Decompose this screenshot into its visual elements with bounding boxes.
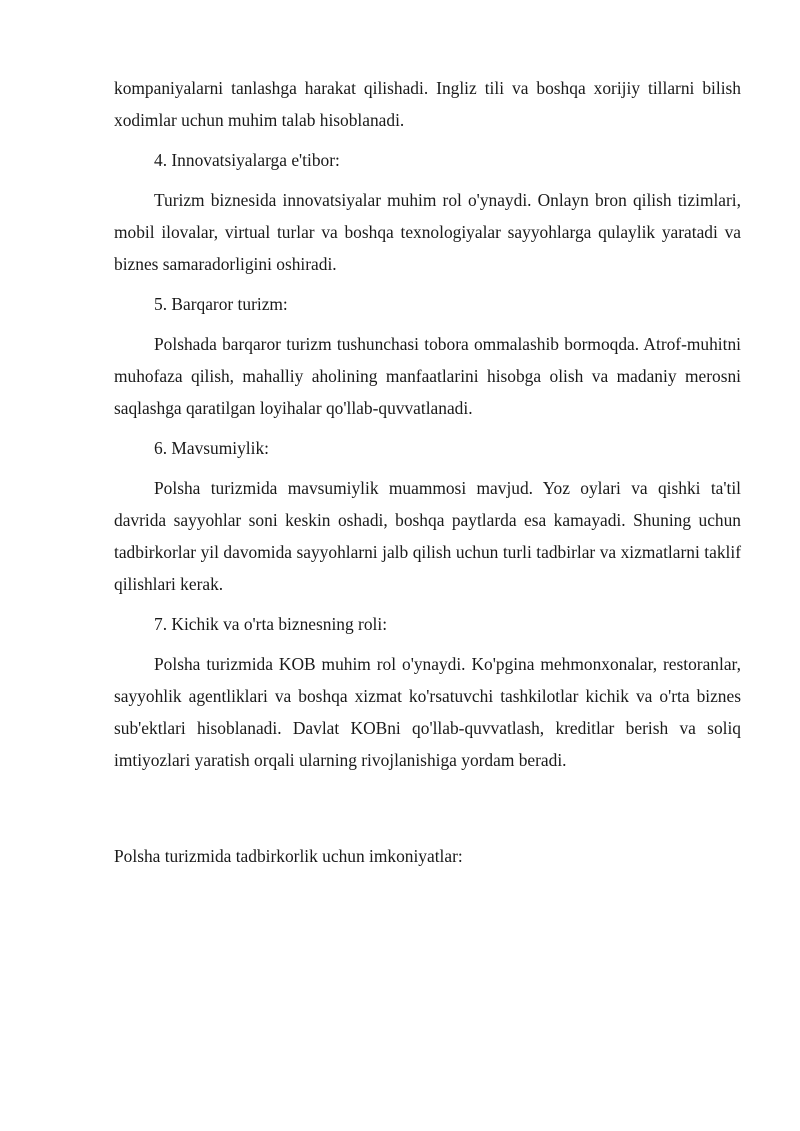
heading-innovations: 4. Innovatsiyalarga e'tibor: <box>154 150 340 170</box>
heading-sustainable-tourism: 5. Barqaror turizm: <box>154 294 288 314</box>
section-spacer <box>114 784 741 840</box>
paragraph-sustainable-tourism: Polshada barqaror turizm tushunchasi tobora ommalashib bormoqda. Atrof-muhitni muhofaza qilish, mahalliy aholining manfaatlarini hisobga olish va madaniy merosni saqlashga qaratilgan loyihalar qo'llab-quvvatlanadi. <box>114 334 741 418</box>
paragraph-seasonality: Polsha turizmida mavsumiylik muammosi mavjud. Yoz oylari va qishki ta'til davrida sayyohlar soni keskin oshadi, boshqa paytlarda esa kamayadi. Shuning uchun tadbirkorlar yil davomida sayyohlarni jalb qilish uchun turli tadbirlar va xizmatlarni taklif qilishlari kerak. <box>114 478 741 594</box>
paragraph-sme-role: Polsha turizmida KOB muhim rol o'ynaydi. Ko'pgina mehmonxonalar, restoranlar, sayyohlik agentliklari va boshqa xizmat ko'rsatuvchi tashkilotlar kichik va o'rta biznes sub'ektlari hisoblanadi. Davlat KOBni qo'llab-quvvatlash, kreditlar berish va soliq imtiyozlari yaratish orqali ularning rivojlanishiga yordam beradi. <box>114 654 741 770</box>
section-title-opportunities: Polsha turizmida tadbirkorlik uchun imkoniyatlar: <box>114 846 463 866</box>
heading-sme-role: 7. Kichik va o'rta biznesning roli: <box>154 614 388 634</box>
paragraph-continuation: kompaniyalarni tanlashga harakat qilishadi. Ingliz tili va boshqa xorijiy tillarni bilish xodimlar uchun muhim talab hisoblanadi. <box>114 78 741 130</box>
paragraph-innovations: Turizm biznesida innovatsiyalar muhim rol o'ynaydi. Onlayn bron qilish tizimlari, mobil ilovalar, virtual turlar va boshqa texnologiyalar sayyohlarga qulaylik yaratadi va biznes samaradorligini oshiradi. <box>114 190 741 274</box>
heading-seasonality: 6. Mavsumiylik: <box>154 438 269 458</box>
document-body <box>114 72 741 872</box>
